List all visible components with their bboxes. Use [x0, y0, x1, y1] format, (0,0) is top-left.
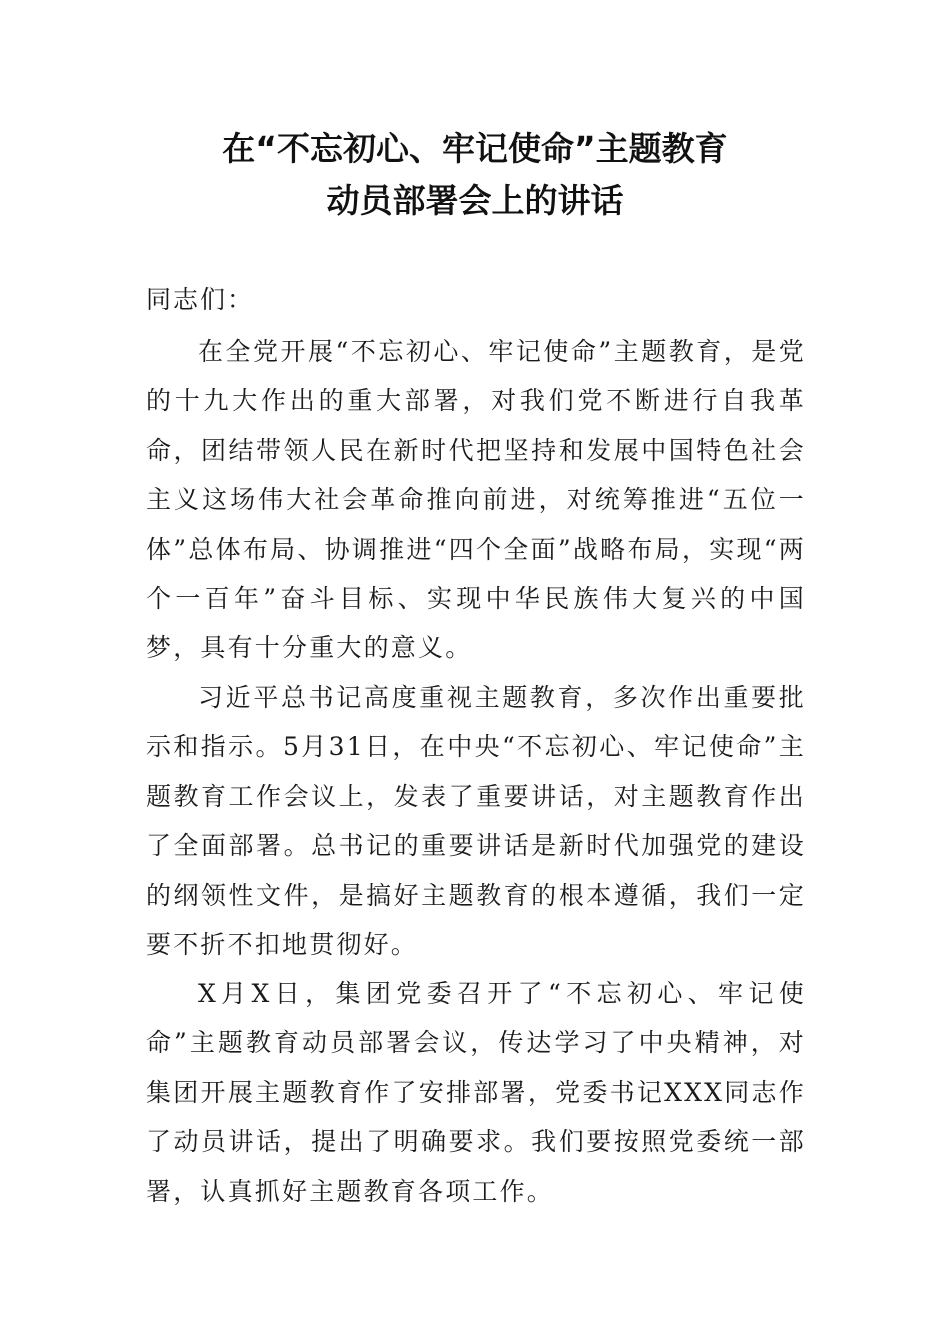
document-title-line-1: 在“不忘初心、牢记使命”主题教育 — [222, 129, 728, 168]
body-paragraph-2: 习近平总书记高度重视主题教育，多次作出重要批示和指示。5月31日，在中央“不忘初心、牢记使命”主题教育工作会议上，发表了重要讲话，对主题教育作出了全面部署。总书记的重要讲话是新时代加强党的建设的纲领性文件，是搞好主题教育的根本遵循，我们一定要不折不扣地贯彻好。 — [146, 683, 806, 960]
body-paragraph-3: X月X日，集团党委召开了“不忘初心、牢记使命”主题教育动员部署会议，传达学习了中央精神，对集团开展主题教育作了安排部署，党委书记XXX同志作了动员讲话，提出了明确要求。我们要按照党委统一部署，认真抓好主题教育各项工作。 — [146, 979, 806, 1206]
body-paragraph-1: 在全党开展“不忘初心、牢记使命”主题教育，是党的十九大作出的重大部署，对我们党不断进行自我革命，团结带领人民在新时代把坚持和发展中国特色社会主义这场伟大社会革命推向前进，对统筹推进“五位一体”总体布局、协调推进“四个全面”战略布局，实现“两个一百年”奋斗目标、实现中华民族伟大复兴的中国梦，具有十分重大的意义。 — [146, 337, 806, 663]
document-title-line-2: 动员部署会上的讲话 — [326, 181, 624, 220]
salutation: 同志们： — [146, 285, 255, 314]
